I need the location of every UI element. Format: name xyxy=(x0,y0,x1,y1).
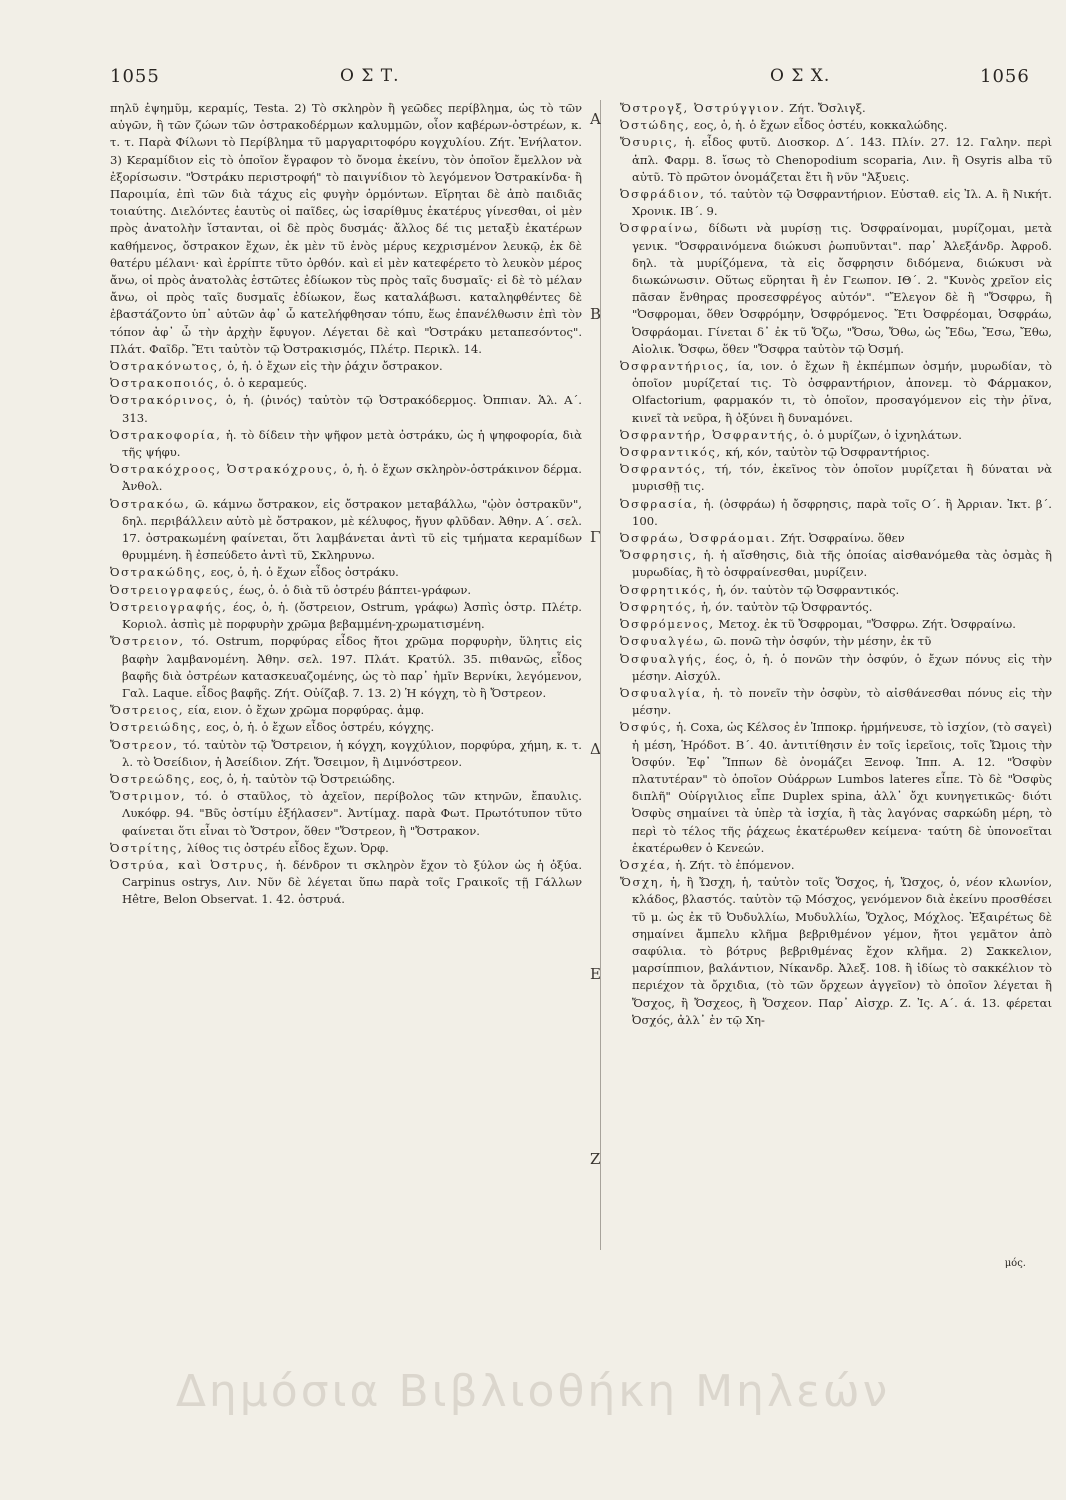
entry-headword: Ὄσχη, xyxy=(620,875,665,890)
right-page-number: 1056 xyxy=(980,66,1030,87)
entry-definition: Μετοχ. ἐκ τῦ Ὄσφρομαι, "Ὄσφρω. Ζήτ. Ὀσφραίνω. xyxy=(714,617,1016,632)
entry-definition: Ζήτ. Ὀσφραίνω. ὅθεν xyxy=(776,531,905,546)
library-watermark: Δημόσια Βιβλιοθήκη Μηλεών xyxy=(175,1366,891,1417)
entry-definition: δίδωτι νὰ μυρίσῃ τις. Ὀσφραίνομαι, μυρίζομαι, μετὰ γενικ. "Ὀσφραινόμενα διώκυσι ῥωπυῦνται". παρ᾽ Ἀλεξάνδρ. Ἀφροδ. δηλ. τὰ μυρίζόμενα, τὰ εἰς ὄσφρησιν διδόμενα, διώκυσι νὰ διωκώνωσιν. Οὕτως εὕρηται ἢ ἐν Γεωπον. ΙΘ΄. 2. "Κυνὸς χρεῖον εἰς πᾶσαν ἔνθηρας προσεσφρέγος αὐτόν". "Ἔλεγον δὲ ἢ "Ὄσφρω, ἢ "Ὀσφρομαι, ὅθεν Ὀσφρόμην, Ὀσφρόμενος. Ἔτι Ὀσφρέομαι, Ὀσφράω, Ὀσφράομαι. Γίνεται δ᾽ ἐκ τῦ Ὄζω, "Ὄσω, Ὄθω, ὡς Ἔδω, Ἔσω, Ἔθω, Αἰολικ. Ὄσφω, ὅθεν "Ὄσφρα ταὐτὸν τῷ Ὀσμή. xyxy=(632,221,1052,356)
section-letter: Ε xyxy=(590,965,601,983)
dictionary-entry xyxy=(620,599,1052,616)
dictionary-entry xyxy=(620,117,1052,134)
dictionary-entry xyxy=(620,633,1052,650)
dictionary-entry xyxy=(110,582,582,599)
dictionary-entry xyxy=(110,771,582,788)
dictionary-entry xyxy=(620,857,1052,874)
entry-headword: Ὄσυρις, xyxy=(620,135,679,150)
entry-definition: έως, ὁ. ὁ διὰ τῦ ὀστρέυ βάπτει-γράφων. xyxy=(235,582,472,597)
entry-definition: ἡ. εἶδος φυτῦ. Διοσκορ. Δ΄. 143. Πλίν. 27. 12. Γαλην. περὶ ἁπλ. Φαρμ. 8. ἴσως τὸ Chenopodium scoparia, Λιν. ἢ Osyris alba τῦ αὐτῦ. Τὸ πρῶτον ὀνομάζεται ἔτι ἢ νῦν "Ἀξυεις. xyxy=(632,135,1052,184)
entry-definition: ἡ. τὸ πονεῖν τὴν ὀσφὺν, τὸ αἰσθάνεσθαι πόνυς εἰς τὴν μέσην. xyxy=(632,685,1052,718)
dictionary-entry xyxy=(620,358,1052,427)
entry-definition: εος, ὁ, ἡ. ὁ ἔχων εἶδος ὀστέυ, κοκκαλώδης. xyxy=(690,118,948,133)
entry-headword: Ὀσφρόμενος, xyxy=(620,617,715,632)
dictionary-entry xyxy=(620,100,1052,117)
entry-headword: Ὀστρειογραφεύς, xyxy=(110,582,236,597)
entry-headword: Ὀσφρασία, xyxy=(620,496,699,511)
entry-definition: ἡ, όν. ταὐτὸν τῷ Ὀσφραντικός. xyxy=(712,582,900,597)
entry-headword: Ὀσφυαλγέω, xyxy=(620,634,710,649)
entry-headword: Ὀσφράδιον, xyxy=(620,187,706,202)
dictionary-entry xyxy=(110,392,582,426)
section-letter: Ζ xyxy=(590,1150,601,1168)
entry-headword: Ὀστρειώδης, xyxy=(110,720,203,735)
entry-definition: τό. Ostrum, πορφύρας εἶδος ἤτοι χρῶμα πορφυρὴν, ὕλητις εἰς βαφὴν λαμβανομένη. Ἀθην. σελ. 197. Πλάτ. Κρατύλ. 35. πιθανῶς, εἶδος βαφῆς διὰ ὀστρέων κατασκευαζομένης, ὡς τὸ παρ᾽ ἡμῖν Βερνίκι, λεγόμενον, Γαλ. Laque. εἶδος βαφῆς. Ζήτ. Οὐίζαβ. 7. 13. 2) Ἡ κόγχη, τὸ ἢ Ὄστρεον. xyxy=(122,634,582,700)
section-letter: Γ xyxy=(590,528,601,546)
entry-headword: Ὀστρακοποιός, xyxy=(110,376,220,391)
entry-definition: ἡ. Ζήτ. τὸ ἑπόμενον. xyxy=(671,857,795,872)
entry-headword: Ὀστρακόρινος, xyxy=(110,393,220,408)
entry-headword: Ὄστριμον, xyxy=(110,789,187,804)
entry-headword: Ὀσφραίνω, xyxy=(620,221,700,236)
dictionary-entry xyxy=(620,134,1052,186)
dictionary-entry xyxy=(110,737,582,771)
dictionary-entry xyxy=(620,651,1052,685)
entry-definition: ἡ. ἡ αἴσθησις, διὰ τῆς ὁποίας αἰσθανόμεθα τὰς ὀσμὰς ἢ μυρωδίας, ἢ τὸ ὀσφραίνεσθαι, μυρίζειν. xyxy=(632,548,1052,580)
dictionary-entry xyxy=(620,616,1052,633)
entry-headword: Ὄστρειος, xyxy=(110,703,185,718)
entry-headword: Ὀσφυαλγία, xyxy=(620,685,707,700)
entry-definition: τό. ταὐτὸν τῷ Ὄστρειον, ἡ κόγχη, κογχύλιον, πορφύρα, χήμη, κ. τ. λ. τὸ Ὀσείδιον, ἡ Ἀσείδιον. Ζήτ. Ὄσειμον, ἢ Διμνόστρεον. xyxy=(122,737,582,769)
catchword: μός. xyxy=(1004,1258,1026,1269)
dictionary-entry xyxy=(620,186,1052,220)
entry-definition: εία, ειον. ὁ ἔχων χρῶμα πορφύρας. ἀμφ. xyxy=(184,703,425,718)
entry-headword: Ὀστρεώδης, xyxy=(110,771,197,786)
entry-definition: τή, τόν, ἐκεῖνος τὸν ὁποῖον μυρίζεται ἢ δύναται νὰ μυρισθῇ τις. xyxy=(632,462,1052,494)
dictionary-entry xyxy=(110,719,582,736)
dictionary-entry xyxy=(620,496,1052,530)
dictionary-entry xyxy=(620,719,1052,857)
dictionary-entry xyxy=(620,685,1052,719)
dictionary-entry xyxy=(110,461,582,495)
entry-definition: εος, ὁ, ἡ. ταὐτὸν τῷ Ὀστρειώδης. xyxy=(196,771,396,786)
dictionary-entry xyxy=(620,220,1052,358)
entry-headword: Ὀστρειογραφής, xyxy=(110,599,228,614)
entry-headword: Ὀστρίτης, xyxy=(110,840,184,855)
dictionary-entry xyxy=(620,547,1052,581)
entry-definition: εος, ὁ, ἡ. ὁ ἔχων εἶδος ὀστρέυ, κόγχης. xyxy=(202,720,435,735)
entry-definition: ὁ. ὁ μυρίζων, ὁ ἰχνηλάτων. xyxy=(799,427,962,442)
dictionary-entry xyxy=(620,427,1052,444)
column-divider xyxy=(600,100,601,1250)
entry-definition: ἡ. τὸ δίδειν τὴν ψῆφον μετὰ ὀστράκυ, ὡς ἡ ψηφοφορία, διὰ τῆς ψήφυ. xyxy=(122,427,582,460)
entry-definition: εος, ὁ, ἡ. ὁ ἔχων εἶδος ὀστράκυ. xyxy=(206,565,399,580)
entry-headword: Ὀσφρητός, xyxy=(620,599,698,614)
entry-definition: ὁ, ἡ. (ῥινός) ταὐτὸν τῷ Ὀστρακόδερμος. Ὀππιαν. Ἁλ. Α΄. 313. xyxy=(122,393,582,425)
entry-definition: έος, ὁ, ἡ. ὁ πονῶν τὴν ὀσφύν, ὁ ἔχων πόνυς εἰς τὴν μέσην. Αἰσχύλ. xyxy=(632,651,1052,683)
entry-definition: ἡ. Coxa, ὡς Κέλσος ἐν Ἱπποκρ. ἡρμήνευσε, τὸ ἰσχίον, (τὸ σαγεὶ) ἡ μέση, Ἡρόδοτ. Β΄. 40. ἀντιτίθησιν ἐν τοῖς ἱερεῖοις, τοῖς Ὤμοις τὴν Ὀσφύν. Ἐφ᾽ Ἵππων δὲ ὀνομάζει Ξενοφ. Ἱππ. Α. 12. "Ὀσφὺν πλατυτέραν" τὸ ὁποῖον Οὐάρρων Lumbos lateres εἶπε. Τὸ δὲ "Ὀσφὺς διπλῆ" Οὐίργιλιος εἶπε Duplex spina, ἀλλ᾽ ὄχι κυνηγετικῶς· διότι Ὀσφὺς σημαίνει τὰ ὑπὲρ τὰ ἰσχία, ἢ τὰς λαγόνας σαρκώδη μέρη, τὸ περὶ τὸ τέλος τῆς ῥάχεως ἑκατέρωθεν κείμενα· ταύτη δὲ ὑπονοεῖται ἑκατέρωθεν ὁ Κενεών. xyxy=(632,720,1052,855)
entry-definition: ὁ. ὁ κεραμεύς. xyxy=(219,376,308,391)
entry-headword: Ὀσφραντός, xyxy=(620,462,707,477)
entry-headword: Ὀσφραντήρ, Ὀσφραντής, xyxy=(620,427,800,442)
entry-definition: κή, κόν, ταὐτὸν τῷ Ὀσφραντήριος. xyxy=(721,445,930,460)
dictionary-entry xyxy=(620,530,1052,547)
entry-headword: Ὀσφραντήριος, xyxy=(620,359,730,374)
entry-headword: Ὀστρακοφορία, xyxy=(110,427,222,442)
entry-definition: Ζήτ. Ὄσλιγξ. xyxy=(785,101,866,115)
entry-headword: Ὀσφύς, xyxy=(620,720,673,735)
entry-definition: ἡ. δένδρον τι σκληρὸν ἔχον τὸ ξύλον ὡς ἡ ὀξύα. Carpinus ostrys, Λιν. Νῦν δὲ λέγεται ὕπω παρὰ τοῖς Γραικοῖς τῇ Γάλλων Hêtre, Belon Observat. 1. 42. ὀστρυά. xyxy=(122,857,583,907)
dictionary-entry xyxy=(110,564,582,581)
dictionary-entry xyxy=(110,702,582,719)
dictionary-entry xyxy=(110,633,582,702)
entry-headword: Ὀστρύα, καὶ Ὀστρυς, xyxy=(110,857,270,872)
dictionary-entry xyxy=(110,599,582,633)
entry-definition: ία, ιον. ὁ ἔχων ἢ ἐκπέμπων ὀσμήν, μυρωδίαν, τὸ ὁποῖον μυρίζεταί τις. Τὸ ὀσφραντήριον, ἀπονεμ. τὸ Φάρμακον, Olfactorium, φαρμακόν τι, τὸ ὁποῖον, προσαγόμενον εἰς τὴν ῥῖνα, κινεῖ τὰ νεῦρα, ἢ ὀξύνει ἢ δυναμόνει. xyxy=(632,359,1052,425)
dictionary-entry xyxy=(110,496,582,565)
entry-headword: Ὄσφρησις, xyxy=(620,548,698,563)
entry-definition: ὁ, ἡ. ὁ ἔχων εἰς τὴν ῥάχιν ὄστρακον. xyxy=(223,359,443,374)
entry-headword: Ὀστρακόχροος, Ὀστρακόχρους, xyxy=(110,462,339,477)
entry-headword: Ὄστρεον, xyxy=(110,737,179,752)
right-column xyxy=(620,100,1052,1029)
dictionary-entry xyxy=(110,358,582,375)
entry-definition: τό. ταὐτὸν τῷ Ὀσφραντήριον. Εὐσταθ. εἰς Ἰλ. Α. ἢ Νικήτ. Χρονικ. ΙΒ΄. 9. xyxy=(632,187,1052,219)
left-page-number: 1055 xyxy=(110,66,160,87)
entry-definition: ῶ. πονῶ τὴν ὀσφύν, τὴν μέσην, ἐκ τῦ xyxy=(709,634,932,649)
entry-definition: έος, ὁ, ἡ. (ὄστρειον, Ostrum, γράφω) Ἀσπὶς ὀστρ. Πλέτρ. Κοριολ. ἀσπὶς μὲ πορφυρὴν χρῶμα βεβαμμένη-χρωματισμένη. xyxy=(122,599,582,632)
entry-headword: Ὀσχέα, xyxy=(620,857,672,872)
entry-definition: λίθος τις ὀστρέυ εἶδος ἔχων. Ὀρφ. xyxy=(183,840,389,855)
entry-headword: Ὀσφραντικός, xyxy=(620,445,722,460)
entry-headword: Ὀσφρητικός, xyxy=(620,582,713,597)
dictionary-entry xyxy=(110,427,582,461)
dictionary-entry xyxy=(110,100,582,358)
section-letter: Α xyxy=(590,110,601,128)
entry-headword: Ὀστώδης, xyxy=(620,118,691,133)
entry-definition: ἡ, ἢ Ὤσχη, ἡ, ταὐτὸν τοῖς Ὄσχος, ἡ, Ὤσχος, ὁ, νέον κλωνίον, κλάδος, βλαστός. ταὐτὸν τῷ Μόσχος, γενόμενον διὰ ἐκείνυ προσθέσει τῦ μ. ὡς ἐκ τῦ Ὀυδυλλίω, Μυδυλλίω, Ὄχλος, Μόχλος. Ἐξαιρέτως δὲ σημαίνει ἄμπελυ κλῆμα βεβριθμένον γέμον, ἤτοι γεμᾶτον ἀπὸ σαφύλια. τὸ βότρυς βεβριθμένας ἔχον κλῆμα. 2) Σακκελιον, μαρσίππιον, βαλάντιον, Νίκανδρ. Ἀλεξ. 108. ἢ ἰδίως τὸ σακκέλιον τὸ περιέχον τὰ ὄρχιδια, (τὸ τῶν ὄρχεων ἀγγεῖον) τὸ ὁποῖον λέγεται ἢ Ὄσχος, ἢ Ὄσχεος, ἢ Ὄσχεον. Παρ᾽ Αἰσχρ. Ζ. Ἰς. Α΄. ά. 13. φέρεται Ὀσχός, ἀλλ᾽ ἐν τῷ Χη- xyxy=(632,875,1052,1027)
entry-definition: ῶ. κάμνω ὄστρακον, εἰς ὄστρακον μεταβάλλω, "ᾠὸν ὀστρακῦν", δηλ. περιβάλλειν αὐτὸ μὲ ὄστρακον, μὲ κέλυφος, ἤγυν φλῦδαν. Ἀθην. Α΄. σελ. 17. ὀστρακωμένη φαίνεται, ὅτι λαμβάνεται ἀντὶ τῦ εἰς τμήματα κεραμίδων θρυμμένη. ἢ ἐσπεύδετο ἀντὶ τῦ, Σκληρυνω. xyxy=(122,496,582,563)
dictionary-entry xyxy=(620,444,1052,461)
dictionary-entry xyxy=(620,874,1052,1029)
section-letter: Β xyxy=(590,305,602,323)
entry-headword: Ὀσφυαλγής, xyxy=(620,651,708,666)
entry-headword: Ὄστρογξ, Ὀστρύγγιον. xyxy=(620,101,786,115)
entry-headword: Ὄστρειον, xyxy=(110,634,185,649)
entry-definition: ἡ, όν. ταὐτὸν τῷ Ὀσφραντός. xyxy=(697,599,873,614)
left-column xyxy=(110,100,582,909)
entry-headword: Ὀστρακώδης, xyxy=(110,565,207,580)
entry-headword: Ὀσφράω, Ὀσφράομαι. xyxy=(620,531,777,546)
entry-definition: ἡ. (ὀσφράω) ἡ ὄσφρησις, παρὰ τοῖς Ο΄. ἢ Ἀρριαν. Ἰκτ. β΄. 100. xyxy=(632,496,1052,528)
entry-headword: Ὀστρακόω, xyxy=(110,496,191,511)
right-running-head: Ο Σ Χ. xyxy=(770,66,831,86)
entry-definition: τό. ὁ σταῦλος, τὸ ἀχεῖον, περίβολος τῶν κτηνῶν, ἔπαυλις. Λυκόφρ. 94. "Βῦς ὀστίμυ ἐξήλασεν". Ἀντίμαχ. παρὰ Φωτ. Πρωτότυπον τῦτο φαίνεται ὅτι εἶναι τὸ Ὄστρον, ὅθεν "Ὄστρεον, ἢ "Ὄστρακον. xyxy=(122,789,582,838)
entry-headword: Ὀστρακόνωτος, xyxy=(110,359,224,374)
entry-definition: ὁ, ἡ. ὁ ἔχων σκληρὸν-ὀστράκινον δέρμα. Ἀνθολ. xyxy=(122,462,582,494)
left-running-head: Ο Σ Τ. xyxy=(340,66,400,86)
entry-definition: πηλῦ ἐψημῦμ, κεραμίς, Testa. 2) Τὸ σκληρὸν ἢ γεῶδες περίβλημα, ὡς τὸ τῶν αὐγῶν, ἢ τῶν ζώων τῶν ὀστρακοδέρμων καλυμμῶν, οἷον καβέρων-ὀστρέων, κ. τ. τ. Παρὰ Φίλωνι τὸ Περίβλημα τῦ μαργαριτοφόρυ κογχυλίου. Ζήτ. Ἐνήλατον. 3) Κεραμίδιον εἰς τὸ ὁποῖον ἔγραφον τὸ ὄνομα ἐκείνυ, τὸν ὁποῖον ἔμελλον νὰ ἐξορίσωσιν. "Ὀστράκυ περιστροφή" τὸ παιγνίδιον τὸ λεγόμενον Ὀστρακίνδα· ἢ Παροιμία, ἐπὶ τῶν διὰ τάχυς εἰς φυγὴν ὁρμόντων. Εἴρηται δὲ ἀπὸ παιδιᾶς τοιαύτης. Διελόντες ἑαυτὺς οἱ παῖδες, ὡς ἰσαρίθμυς ἑκατέρυς γίνεσθαι, οἱ μὲν πρὸς ἀνατολὴν ἵστανται, οἱ δὲ πρὸς δυσμάς· ἄλλος δέ τις μεταξὺ ἑκατέρων καθήμενος, ὄστρακον ἔχων, ἐκ μὲν τῦ ἑνὸς μέρυς κεχρισμένον λευκῷ, ἐκ δὲ θατέρυ μέλανι· καὶ ἐρρίπτε τῦτο ὀρθόν. καὶ εἰ μὲν κατεφέρετο τὸ λευκὸν μέρος ἄνω, οἱ πρὸς ἀνατολὰς ἑστῶτες ἐδίωκον τὺς πρὸς ταῖς δυσμαῖς· εἰ δὲ τὸ μέλαν ἄνω, οἱ πρὸς ταῖς δυσμαῖς ἐδίωκον, ἕως καταλάβωσι. καταληφθέντες δὲ ἐβαστάζοντο ὑπ᾽ αὐτῶν ἀφ᾽ ὧ κατελήφθησαν τόπυ, ἕως ἐπανέλθωσιν ἐπὶ τὸν τόπον ἀφ᾽ ὧ τὴν ἀρχὴν ἔφυγον. Λέγεται δὲ καὶ "Ὀστράκυ μεταπεσόντος". Πλάτ. Φαῖδρ. Ἔτι ταὐτὸν τῷ Ὀστρακισμός, Πλέτρ. Περικλ. 14. xyxy=(110,101,582,356)
dictionary-entry xyxy=(110,840,582,857)
section-letter: Δ xyxy=(590,740,601,758)
dictionary-entry xyxy=(110,857,582,909)
dictionary-entry xyxy=(110,375,582,392)
dictionary-entry xyxy=(620,461,1052,495)
dictionary-entry xyxy=(620,582,1052,599)
dictionary-entry xyxy=(110,788,582,840)
